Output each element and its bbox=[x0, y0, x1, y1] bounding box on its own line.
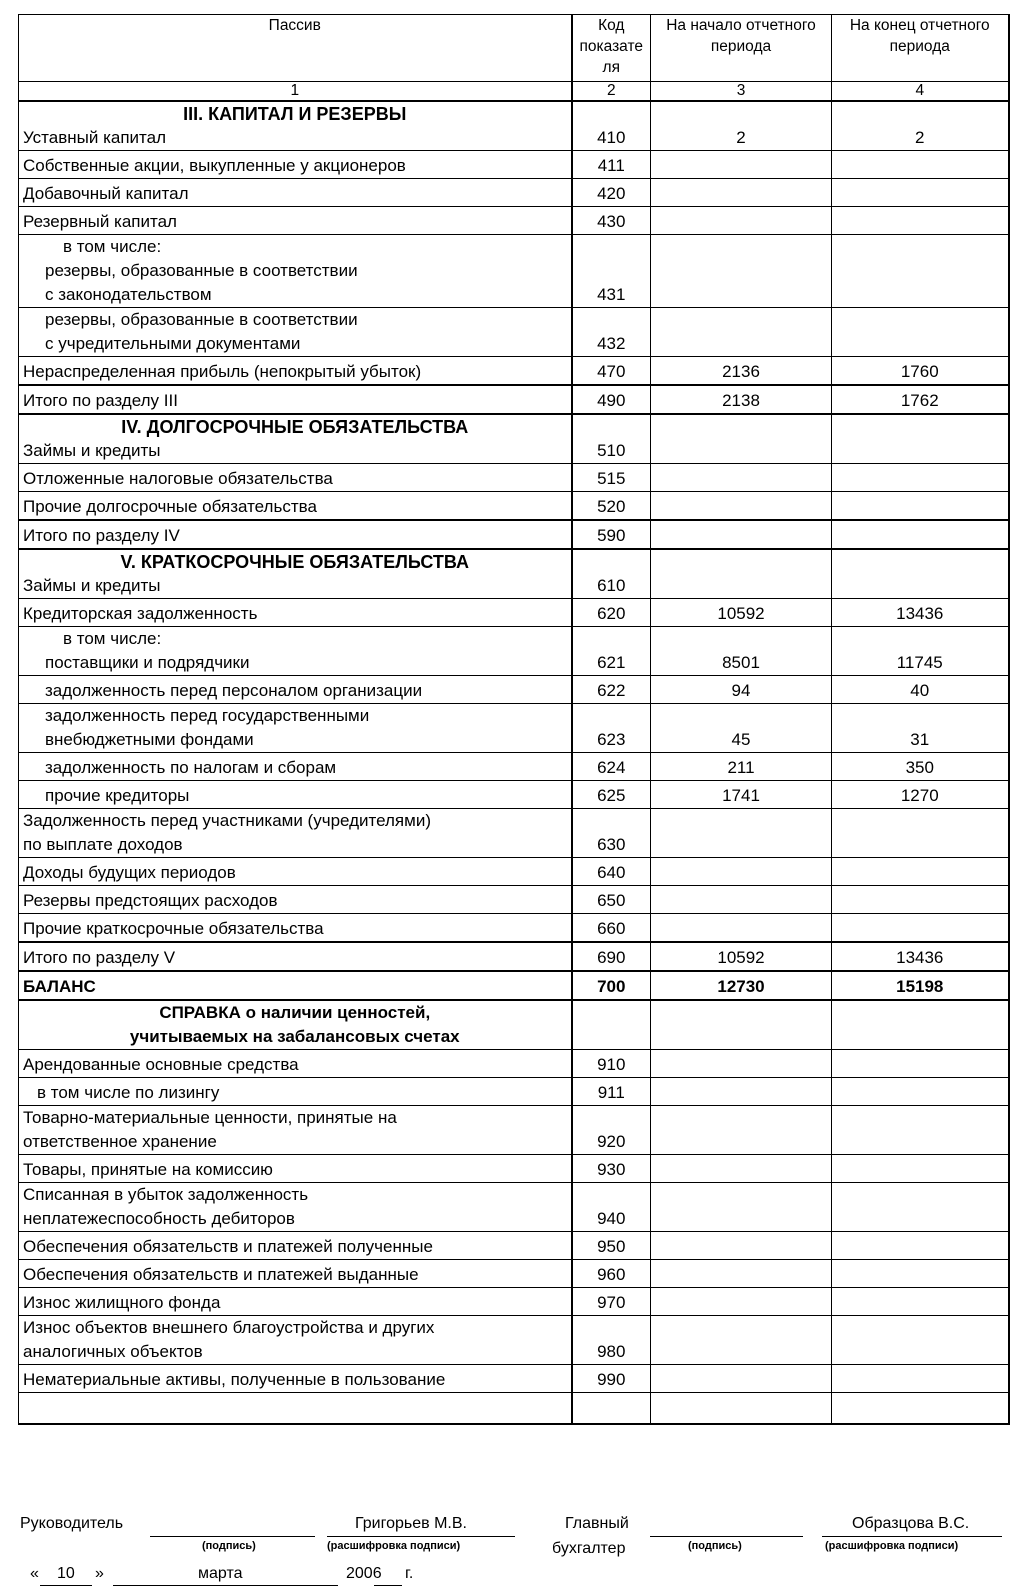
row-code: 620 bbox=[572, 599, 651, 627]
head-label: Руководитель bbox=[20, 1515, 124, 1532]
row-start-value bbox=[651, 1288, 832, 1316]
in-number-label: в том числе: bbox=[63, 237, 162, 256]
row-start-value bbox=[651, 235, 832, 308]
reference-title-line2: учитываемых на забалансовых счетах bbox=[129, 1027, 460, 1046]
row-end-value bbox=[832, 1288, 1009, 1316]
header-code: Код показате ля bbox=[572, 15, 651, 82]
row-start-value: 10592 bbox=[651, 942, 832, 971]
reference-title-line1: СПРАВКА о наличии ценностей, bbox=[159, 1003, 431, 1022]
row-end-value bbox=[832, 1078, 1009, 1106]
row-code: 470 bbox=[572, 357, 651, 386]
row-label-line2: по выплате доходов bbox=[23, 835, 183, 854]
row-start-value: 2138 bbox=[651, 385, 832, 414]
date-close-quote: » bbox=[95, 1565, 104, 1582]
row-start-value bbox=[651, 1050, 832, 1078]
row-end-value bbox=[832, 1260, 1009, 1288]
row-code: 622 bbox=[572, 676, 651, 704]
table-row bbox=[19, 858, 1009, 886]
row-code: 990 bbox=[572, 1365, 651, 1393]
row-end-value bbox=[832, 414, 1009, 464]
row-label: прочие кредиторы bbox=[45, 786, 190, 805]
row-end-value: 11745 bbox=[832, 627, 1009, 676]
row-code: 660 bbox=[572, 914, 651, 943]
row-code: 510 bbox=[572, 414, 651, 464]
row-label: Итого по разделу III bbox=[19, 385, 572, 414]
row-label: Обеспечения обязательств и платежей полученные bbox=[19, 1232, 572, 1260]
header-row bbox=[19, 15, 1009, 82]
row-code: 623 bbox=[572, 704, 651, 753]
table-row-empty bbox=[19, 1393, 1009, 1425]
row-start-value: 12730 bbox=[651, 971, 832, 1000]
table-row bbox=[19, 1050, 1009, 1078]
row-end-value bbox=[832, 179, 1009, 207]
chief-signature-caption: (подпись) bbox=[688, 1540, 742, 1552]
row-label: Итого по разделу IV bbox=[19, 520, 572, 549]
table-row bbox=[19, 151, 1009, 179]
row-start-value bbox=[651, 151, 832, 179]
row-start-value bbox=[651, 179, 832, 207]
row-start-value bbox=[651, 1078, 832, 1106]
row-end-value bbox=[832, 464, 1009, 492]
row-label-line2: с учредительными документами bbox=[45, 334, 301, 353]
row-end-value bbox=[832, 549, 1009, 599]
chief-name-line bbox=[822, 1536, 1002, 1537]
row-code: 630 bbox=[572, 809, 651, 858]
chief-name: Образцова В.С. bbox=[852, 1515, 970, 1532]
table-row bbox=[19, 781, 1009, 809]
row-label: Нераспределенная прибыль (непокрытый убыток) bbox=[19, 357, 572, 386]
row-label: задолженность по налогам и сборам bbox=[45, 758, 337, 777]
row-start-value bbox=[651, 886, 832, 914]
row-code: 410 bbox=[572, 101, 651, 151]
row-end-value bbox=[832, 809, 1009, 858]
row-end-value bbox=[832, 1106, 1009, 1155]
header-end-period: На конец отчетного периода bbox=[832, 15, 1009, 82]
column-number-row bbox=[19, 82, 1009, 102]
row-label: Износ жилищного фонда bbox=[19, 1288, 572, 1316]
row-start-value bbox=[651, 914, 832, 943]
row-end-value: 15198 bbox=[832, 971, 1009, 1000]
row-end-value: 40 bbox=[832, 676, 1009, 704]
col-num-4: 4 bbox=[832, 82, 1009, 102]
row-end-value bbox=[832, 308, 1009, 357]
row-label: Обеспечения обязательств и платежей выданные bbox=[19, 1260, 572, 1288]
head-decoding-caption: (расшифровка подписи) bbox=[327, 1540, 461, 1552]
row-code: 940 bbox=[572, 1183, 651, 1232]
row-start-value bbox=[651, 492, 832, 521]
row-end-value bbox=[832, 1050, 1009, 1078]
row-start-value bbox=[651, 1365, 832, 1393]
table-row bbox=[19, 1365, 1009, 1393]
row-code: 640 bbox=[572, 858, 651, 886]
section-title-iii: III. КАПИТАЛ И РЕЗЕРВЫ bbox=[183, 104, 407, 124]
table-row bbox=[19, 627, 1009, 676]
row-end-value bbox=[832, 1183, 1009, 1232]
row-end-value bbox=[832, 886, 1009, 914]
row-end-value: 31 bbox=[832, 704, 1009, 753]
row-code: 930 bbox=[572, 1155, 651, 1183]
table-row bbox=[19, 914, 1009, 943]
date-year: 2006 bbox=[346, 1565, 382, 1582]
row-code: 590 bbox=[572, 520, 651, 549]
date-suffix: г. bbox=[405, 1565, 414, 1582]
row-label: в том числе по лизингу bbox=[37, 1083, 220, 1102]
row-start-value: 2136 bbox=[651, 357, 832, 386]
chief-label-line1: Главный bbox=[565, 1515, 629, 1532]
row-label: поставщики и подрядчики bbox=[45, 653, 250, 672]
row-label-line2: аналогичных объектов bbox=[23, 1342, 203, 1361]
row-label-line1: Списанная в убыток задолженность bbox=[23, 1185, 309, 1204]
row-label: Нематериальные активы, полученные в пользование bbox=[19, 1365, 572, 1393]
row-code: 625 bbox=[572, 781, 651, 809]
row-start-value bbox=[651, 1183, 832, 1232]
balance-sheet-liabilities-table bbox=[18, 14, 1010, 1425]
row-end-value: 1762 bbox=[832, 385, 1009, 414]
table-row-total bbox=[19, 942, 1009, 971]
row-end-value: 2 bbox=[832, 101, 1009, 151]
table-row bbox=[19, 1078, 1009, 1106]
table-row bbox=[19, 308, 1009, 357]
row-code: 911 bbox=[572, 1078, 651, 1106]
row-code: 980 bbox=[572, 1316, 651, 1365]
table-row bbox=[19, 1183, 1009, 1232]
chief-decoding-caption: (расшифровка подписи) bbox=[825, 1540, 959, 1552]
table-row bbox=[19, 809, 1009, 858]
row-code: 432 bbox=[572, 308, 651, 357]
row-start-value: 8501 bbox=[651, 627, 832, 676]
table-row bbox=[19, 1155, 1009, 1183]
row-code: 520 bbox=[572, 492, 651, 521]
row-end-value bbox=[832, 1232, 1009, 1260]
row-start-value bbox=[651, 1155, 832, 1183]
table-row bbox=[19, 179, 1009, 207]
row-label: Кредиторская задолженность bbox=[19, 599, 572, 627]
row-start-value bbox=[651, 858, 832, 886]
row-code: 420 bbox=[572, 179, 651, 207]
row-start-value: 94 bbox=[651, 676, 832, 704]
row-label: задолженность перед персоналом организации bbox=[45, 681, 423, 700]
row-label: Арендованные основные средства bbox=[19, 1050, 572, 1078]
chief-label-line2: бухгалтер bbox=[552, 1540, 626, 1557]
row-code: 690 bbox=[572, 942, 651, 971]
row-code: 490 bbox=[572, 385, 651, 414]
section-title-v: V. КРАТКОСРОЧНЫЕ ОБЯЗАТЕЛЬСТВА bbox=[120, 552, 469, 572]
row-start-value bbox=[651, 1316, 832, 1365]
table-row bbox=[19, 1260, 1009, 1288]
table-row bbox=[19, 549, 1009, 599]
header-start-period: На начало отчетного периода bbox=[651, 15, 832, 82]
row-start-value: 2 bbox=[651, 101, 832, 151]
row-label: Займы и кредиты bbox=[23, 441, 161, 460]
row-label-line1: резервы, образованные в соответствии bbox=[45, 310, 358, 329]
head-signature-caption: (подпись) bbox=[202, 1540, 256, 1552]
row-code: 515 bbox=[572, 464, 651, 492]
row-start-value bbox=[651, 1106, 832, 1155]
row-label: Отложенные налоговые обязательства bbox=[19, 464, 572, 492]
table-row bbox=[19, 676, 1009, 704]
row-label: Резервный капитал bbox=[19, 207, 572, 235]
row-label: Доходы будущих периодов bbox=[19, 858, 572, 886]
row-start-value: 1741 bbox=[651, 781, 832, 809]
row-end-value: 13436 bbox=[832, 599, 1009, 627]
table-row bbox=[19, 1316, 1009, 1365]
row-end-value bbox=[832, 207, 1009, 235]
row-start-value bbox=[651, 809, 832, 858]
table-row bbox=[19, 599, 1009, 627]
table-row bbox=[19, 414, 1009, 464]
row-label: Товары, принятые на комиссию bbox=[19, 1155, 572, 1183]
row-start-value: 45 bbox=[651, 704, 832, 753]
col-num-2: 2 bbox=[572, 82, 651, 102]
table-row bbox=[19, 357, 1009, 386]
section-title-iv: IV. ДОЛГОСРОЧНЫЕ ОБЯЗАТЕЛЬСТВА bbox=[121, 417, 469, 437]
head-signature-line bbox=[150, 1536, 315, 1537]
table-row-total bbox=[19, 520, 1009, 549]
col-num-1: 1 bbox=[19, 82, 572, 102]
row-start-value bbox=[651, 414, 832, 464]
date-open-quote: « bbox=[30, 1565, 39, 1582]
date-day: 10 bbox=[57, 1565, 75, 1582]
row-code: 431 bbox=[572, 235, 651, 308]
table-row bbox=[19, 886, 1009, 914]
row-label-line2: с законодательством bbox=[45, 285, 212, 304]
row-end-value bbox=[832, 914, 1009, 943]
row-label-line1: задолженность перед государственными bbox=[45, 706, 370, 725]
row-start-value bbox=[651, 549, 832, 599]
row-label-line2: ответственное хранение bbox=[23, 1132, 217, 1151]
row-code: 950 bbox=[572, 1232, 651, 1260]
table-row-total bbox=[19, 385, 1009, 414]
row-end-value bbox=[832, 1155, 1009, 1183]
row-code: 700 bbox=[572, 971, 651, 1000]
row-start-value bbox=[651, 1232, 832, 1260]
row-end-value bbox=[832, 520, 1009, 549]
table-row bbox=[19, 1232, 1009, 1260]
chief-signature-line bbox=[650, 1536, 803, 1537]
row-end-value bbox=[832, 151, 1009, 179]
row-end-value: 350 bbox=[832, 753, 1009, 781]
table-row bbox=[19, 235, 1009, 308]
row-start-value bbox=[651, 308, 832, 357]
row-code: 624 bbox=[572, 753, 651, 781]
row-label-line1: Задолженность перед участниками (учредителями) bbox=[23, 811, 431, 830]
row-end-value bbox=[832, 858, 1009, 886]
row-code: 910 bbox=[572, 1050, 651, 1078]
row-code: 621 bbox=[572, 627, 651, 676]
row-end-value: 1270 bbox=[832, 781, 1009, 809]
head-name: Григорьев М.В. bbox=[355, 1515, 467, 1532]
row-label-line1: Износ объектов внешнего благоустройства и других bbox=[23, 1318, 435, 1337]
table-row bbox=[19, 101, 1009, 151]
row-label-line1: Товарно-материальные ценности, принятые на bbox=[23, 1108, 397, 1127]
head-name-line bbox=[327, 1536, 515, 1537]
row-code: 960 bbox=[572, 1260, 651, 1288]
row-code: 430 bbox=[572, 207, 651, 235]
row-label: Собственные акции, выкупленные у акционеров bbox=[19, 151, 572, 179]
row-code: 610 bbox=[572, 549, 651, 599]
row-end-value bbox=[832, 1365, 1009, 1393]
reference-section-header bbox=[19, 1000, 1009, 1050]
row-start-value: 211 bbox=[651, 753, 832, 781]
table-row-balance bbox=[19, 971, 1009, 1000]
row-code: 970 bbox=[572, 1288, 651, 1316]
row-label: Прочие долгосрочные обязательства bbox=[19, 492, 572, 521]
row-start-value bbox=[651, 1260, 832, 1288]
row-start-value bbox=[651, 207, 832, 235]
row-label-line2: неплатежеспособность дебиторов bbox=[23, 1209, 295, 1228]
row-end-value: 1760 bbox=[832, 357, 1009, 386]
row-label: Итого по разделу V bbox=[19, 942, 572, 971]
row-end-value bbox=[832, 1316, 1009, 1365]
row-label: Добавочный капитал bbox=[19, 179, 572, 207]
in-number-label: в том числе: bbox=[63, 629, 162, 648]
table-row bbox=[19, 704, 1009, 753]
row-label: Уставный капитал bbox=[23, 128, 167, 147]
row-label: БАЛАНС bbox=[19, 971, 572, 1000]
row-code: 650 bbox=[572, 886, 651, 914]
row-label-line1: резервы, образованные в соответствии bbox=[45, 261, 358, 280]
row-label: Резервы предстоящих расходов bbox=[19, 886, 572, 914]
row-label: Прочие краткосрочные обязательства bbox=[19, 914, 572, 943]
table-row bbox=[19, 492, 1009, 521]
row-code: 411 bbox=[572, 151, 651, 179]
table-row bbox=[19, 1288, 1009, 1316]
row-end-value bbox=[832, 492, 1009, 521]
table-row bbox=[19, 753, 1009, 781]
table-row bbox=[19, 207, 1009, 235]
row-end-value: 13436 bbox=[832, 942, 1009, 971]
table-row bbox=[19, 1106, 1009, 1155]
col-num-3: 3 bbox=[651, 82, 832, 102]
date-month: марта bbox=[198, 1565, 243, 1582]
row-start-value: 10592 bbox=[651, 599, 832, 627]
row-start-value bbox=[651, 464, 832, 492]
row-start-value bbox=[651, 520, 832, 549]
header-liabilities: Пассив bbox=[19, 15, 572, 82]
row-end-value bbox=[832, 235, 1009, 308]
row-label-line2: внебюджетными фондами bbox=[45, 730, 254, 749]
row-label: Займы и кредиты bbox=[23, 576, 161, 595]
table-row bbox=[19, 464, 1009, 492]
row-code: 920 bbox=[572, 1106, 651, 1155]
